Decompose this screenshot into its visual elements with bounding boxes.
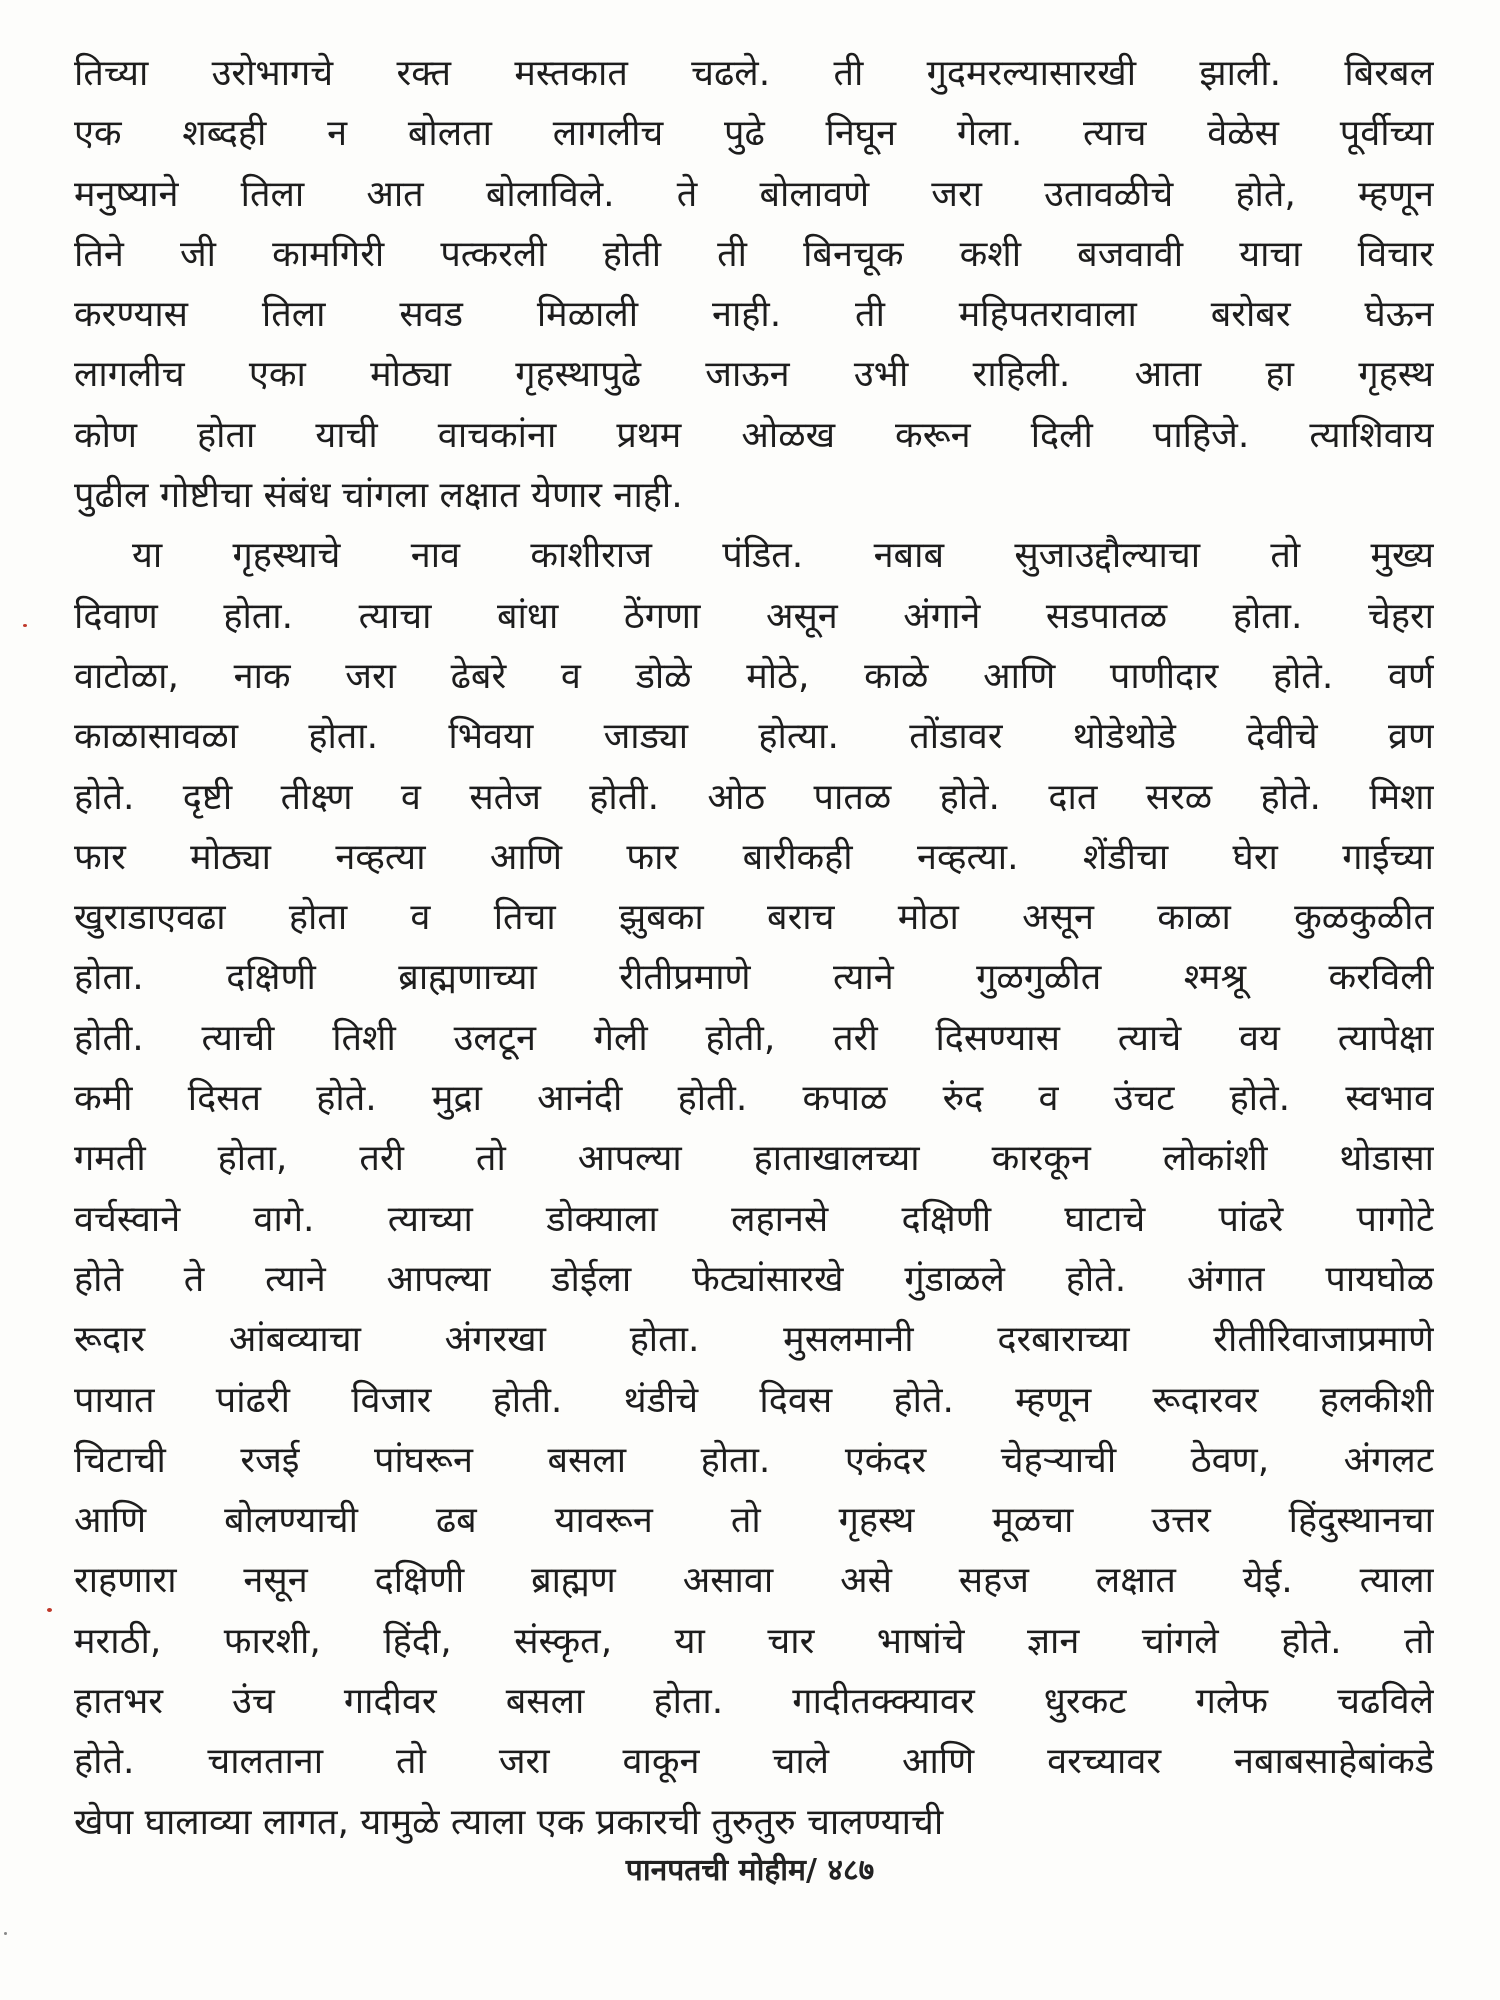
text-line: पायात पांढरी विजार होती. थंडीचे दिवस होते. म्हणून रूदारवर हलकीशी <box>74 1379 1434 1421</box>
text-line: पुढील गोष्टीचा संबंध चांगला लक्षात येणार नाही. <box>74 475 683 517</box>
text-line: हातभर उंच गादीवर बसला होता. गादीतक्क्यावर धुरकट गलेफ चढविले <box>74 1681 1434 1723</box>
text-line: काळासावळा होता. भिवया जाड्या होत्या. तोंडावर थोडेथोडे देवीचे व्रण <box>74 716 1434 758</box>
body-text <box>74 44 1434 1853</box>
text-line: एक शब्दही न बोलता लागलीच पुढे निघून गेला. त्याच वेळेस पूर्वीच्या <box>74 113 1434 155</box>
text-line: रूदार आंबव्याचा अंगरखा होता. मुसलमानी दरबाराच्या रीतीरिवाजाप्रमाणे <box>74 1319 1434 1361</box>
ink-speck <box>47 1608 52 1612</box>
text-line: चिटाची रजई पांघरून बसला होता. एकंदर चेहऱ्याची ठेवण, अंगलट <box>74 1439 1434 1481</box>
text-line: होते. दृष्टी तीक्ष्ण व सतेज होती. ओठ पातळ होते. दात सरळ होते. मिशा <box>74 776 1434 818</box>
text-line: खेपा घालाव्या लागत, यामुळे त्याला एक प्रकारची तुरुतुरु चालण्याची <box>74 1801 944 1843</box>
text-line: दिवाण होता. त्याचा बांधा ठेंगणा असून अंगाने सडपातळ होता. चेहरा <box>74 595 1434 637</box>
text-line: होता. दक्षिणी ब्राह्मणाच्या रीतीप्रमाणे त्याने गुळगुळीत श्मश्रू करविली <box>74 957 1434 999</box>
text-line: कोण होता याची वाचकांना प्रथम ओळख करून दिली पाहिजे. त्याशिवाय <box>74 414 1434 456</box>
text-line: कमी दिसत होते. मुद्रा आनंदी होती. कपाळ रुंद व उंचट होते. स्वभाव <box>74 1078 1434 1120</box>
text-line: आणि बोलण्याची ढब यावरून तो गृहस्थ मूळचा उत्तर हिंदुस्थानचा <box>74 1500 1434 1542</box>
text-line: होते ते त्याने आपल्या डोईला फेट्यांसारखे गुंडाळले होते. अंगात पायघोळ <box>74 1258 1434 1300</box>
text-line: गमती होता, तरी तो आपल्या हाताखालच्या कारकून लोकांशी थोडासा <box>74 1138 1434 1180</box>
ink-speck <box>4 1932 7 1935</box>
text-line: खुराडाएवढा होता व तिचा झुबका बराच मोठा असून काळा कुळकुळीत <box>74 897 1434 939</box>
paragraph <box>74 526 1434 1853</box>
text-line: मराठी, फारशी, हिंदी, संस्कृत, या चार भाषांचे ज्ञान चांगले होते. तो <box>74 1620 1434 1662</box>
paragraph <box>74 44 1434 526</box>
text-line: होती. त्याची तिशी उलटून गेली होती, तरी दिसण्यास त्याचे वय त्यापेक्षा <box>74 1017 1434 1059</box>
ink-speck <box>23 624 27 627</box>
text-line: मनुष्याने तिला आत बोलाविले. ते बोलावणे जरा उतावळीचे होते, म्हणून <box>74 173 1434 215</box>
text-line: या गृहस्थाचे नाव काशीराज पंडित. नबाब सुजाउद्दौल्याचा तो मुख्य <box>132 535 1434 577</box>
page-footer: पानपतची मोहीम/ ४८७ <box>625 1853 875 1888</box>
text-line: वाटोळा, नाक जरा ढेबरे व डोळे मोठे, काळे आणि पाणीदार होते. वर्ण <box>74 655 1434 697</box>
text-line: तिने जी कामगिरी पत्करली होती ती बिनचूक कशी बजवावी याचा विचार <box>74 233 1434 275</box>
text-line: तिच्या उरोभागचे रक्त मस्तकात चढले. ती गुदमरल्यासारखी झाली. बिरबल <box>74 53 1434 94</box>
text-line: करण्यास तिला सवड मिळाली नाही. ती महिपतरावाला बरोबर घेऊन <box>74 294 1434 336</box>
text-line: फार मोठ्या नव्हत्या आणि फार बारीकही नव्हत्या. शेंडीचा घेरा गाईच्या <box>74 836 1434 878</box>
text-line: लागलीच एका मोठ्या गृहस्थापुढे जाऊन उभी राहिली. आता हा गृहस्थ <box>74 354 1434 396</box>
text-line: राहणारा नसून दक्षिणी ब्राह्मण असावा असे सहज लक्षात येई. त्याला <box>74 1560 1434 1602</box>
text-line: वर्चस्वाने वागे. त्याच्या डोक्याला लहानसे दक्षिणी घाटाचे पांढरे पागोटे <box>74 1198 1434 1240</box>
text-line: होते. चालताना तो जरा वाकून चाले आणि वरच्यावर नबाबसाहेबांकडे <box>74 1741 1434 1783</box>
